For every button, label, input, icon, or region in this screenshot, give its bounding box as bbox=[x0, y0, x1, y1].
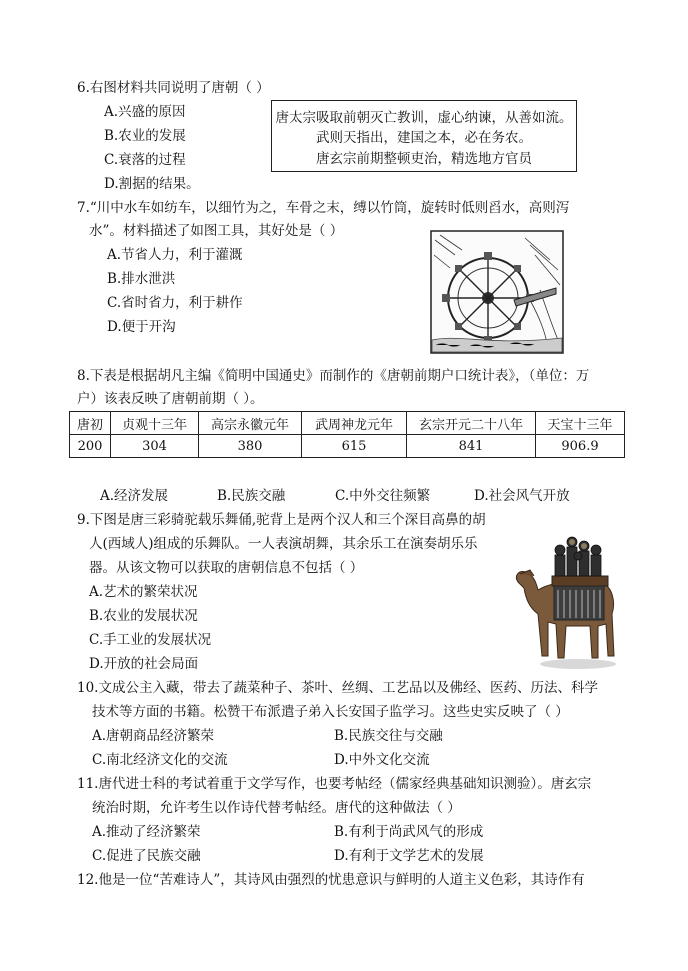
q9-stem-line-1: 9.下图是唐三彩骑驼载乐舞俑,驼背上是两个汉人和三个深目高鼻的胡 bbox=[77, 512, 486, 528]
q8-stem-line-1: 8.下表是根据胡凡主编《简明中国通史》而制作的《唐朝前期户口统计表》，（单位：万 bbox=[77, 368, 590, 384]
q11-option-a[interactable]: A.推动了经济繁荣 bbox=[92, 824, 201, 840]
waterwheel-illustration bbox=[430, 230, 564, 354]
table-header-cell: 唐初 bbox=[70, 412, 111, 435]
q6-material-line-2: 武则天指出，建国之本，必在务农。 bbox=[316, 130, 532, 146]
q6-stem: 6.右图材料共同说明了唐朝（ ） bbox=[77, 80, 270, 96]
q10-option-b[interactable]: B.民族交往与交融 bbox=[334, 728, 443, 744]
q9-stem-line-2: 人(西域人)组成的乐舞队。一人表演胡舞，其余乐工在演奏胡乐乐 bbox=[89, 536, 478, 552]
table-cell: 906.9 bbox=[536, 435, 625, 458]
q7-stem-line-1: 7.“川中水车如纺车，以细竹为之，车骨之末，缚以竹筒，旋转时低则舀水，高则泻 bbox=[77, 200, 570, 216]
q7-stem-line-2: 水”。材料描述了如图工具，其好处是（ ） bbox=[89, 223, 344, 239]
q6-option-c[interactable]: C.衰落的过程 bbox=[104, 152, 186, 168]
q6-material-line-3: 唐玄宗前期整顿吏治，精选地方官员 bbox=[316, 151, 532, 167]
table-cell: 380 bbox=[199, 435, 302, 458]
q9-option-d[interactable]: D.开放的社会局面 bbox=[89, 656, 199, 672]
table-cell: 841 bbox=[407, 435, 536, 458]
table-header-cell: 武周神龙元年 bbox=[302, 412, 407, 435]
q6-option-b[interactable]: B.农业的发展 bbox=[104, 128, 186, 144]
q11-option-b[interactable]: B.有利于尚武风气的形成 bbox=[334, 824, 484, 840]
q9-stem-line-3: 器。从该文物可以获取的唐朝信息不包括（ ） bbox=[89, 560, 364, 576]
q6-option-d[interactable]: D.割据的结果。 bbox=[104, 176, 200, 192]
q11-stem-line-2: 统治时期，允许考生以作诗代替考帖经。唐代的这种做法（ ） bbox=[92, 800, 461, 816]
table-cell: 200 bbox=[70, 435, 111, 458]
table-cell: 615 bbox=[302, 435, 407, 458]
q6-material-line-1: 唐太宗吸取前朝灭亡教训，虚心纳谏，从善如流。 bbox=[275, 110, 573, 126]
table-header-cell: 贞观十三年 bbox=[111, 412, 199, 435]
q8-stem-line-2: 户）该表反映了唐朝前期（ ）。 bbox=[77, 391, 264, 407]
q11-stem-line-1: 11.唐代进士科的考试着重于文学写作，也要考帖经（儒家经典基础知识测验）。唐玄宗 bbox=[77, 776, 592, 792]
table-header-cell: 天宝十三年 bbox=[536, 412, 625, 435]
q8-option-c[interactable]: C.中外交往频繁 bbox=[335, 488, 431, 504]
table-header-row bbox=[70, 412, 625, 435]
q11-option-d[interactable]: D.有利于文学艺术的发展 bbox=[334, 848, 484, 864]
table-cell: 304 bbox=[111, 435, 199, 458]
q10-option-a[interactable]: A.唐朝商品经济繁荣 bbox=[92, 728, 215, 744]
tang-sancai-camel-figurine-image bbox=[508, 530, 618, 670]
q10-option-c[interactable]: C.南北经济文化的交流 bbox=[92, 752, 228, 768]
table-header-cell: 高宗永徽元年 bbox=[199, 412, 302, 435]
q12-stem-line-1: 12.他是一位“苦难诗人”，其诗风由强烈的忧患意识与鲜明的人道主义色彩，其诗作有 bbox=[77, 872, 585, 888]
q9-option-a[interactable]: A.艺术的繁荣状况 bbox=[89, 584, 198, 600]
household-statistics-table bbox=[69, 411, 625, 458]
q9-option-c[interactable]: C.手工业的发展状况 bbox=[89, 632, 212, 648]
q8-option-d[interactable]: D.社会风气开放 bbox=[474, 488, 570, 504]
q8-option-a[interactable]: A.经济发展 bbox=[100, 488, 169, 504]
q7-option-a[interactable]: A.节省人力，利于灌溉 bbox=[107, 247, 243, 263]
table-row bbox=[70, 435, 625, 458]
q6-material-box bbox=[271, 100, 577, 172]
q7-option-d[interactable]: D.便于开沟 bbox=[107, 319, 176, 335]
q7-option-c[interactable]: C.省时省力，利于耕作 bbox=[107, 295, 243, 311]
q10-stem-line-2: 技术等方面的书籍。松赞干布派遣子弟入长安国子监学习。这些史实反映了（ ） bbox=[92, 704, 569, 720]
q10-option-d[interactable]: D.中外文化交流 bbox=[334, 752, 430, 768]
q7-option-b[interactable]: B.排水泄洪 bbox=[107, 271, 176, 287]
q10-stem-line-1: 10.文成公主入藏，带去了蔬菜种子、茶叶、丝绸、工艺品以及佛经、医药、历法、科学 bbox=[77, 680, 598, 696]
q11-option-c[interactable]: C.促进了民族交融 bbox=[92, 848, 201, 864]
q8-option-b[interactable]: B.民族交融 bbox=[217, 488, 286, 504]
q9-option-b[interactable]: B.农业的发展状况 bbox=[89, 608, 198, 624]
q6-option-a[interactable]: A.兴盛的原因 bbox=[104, 104, 186, 120]
table-header-cell: 玄宗开元二十八年 bbox=[407, 412, 536, 435]
